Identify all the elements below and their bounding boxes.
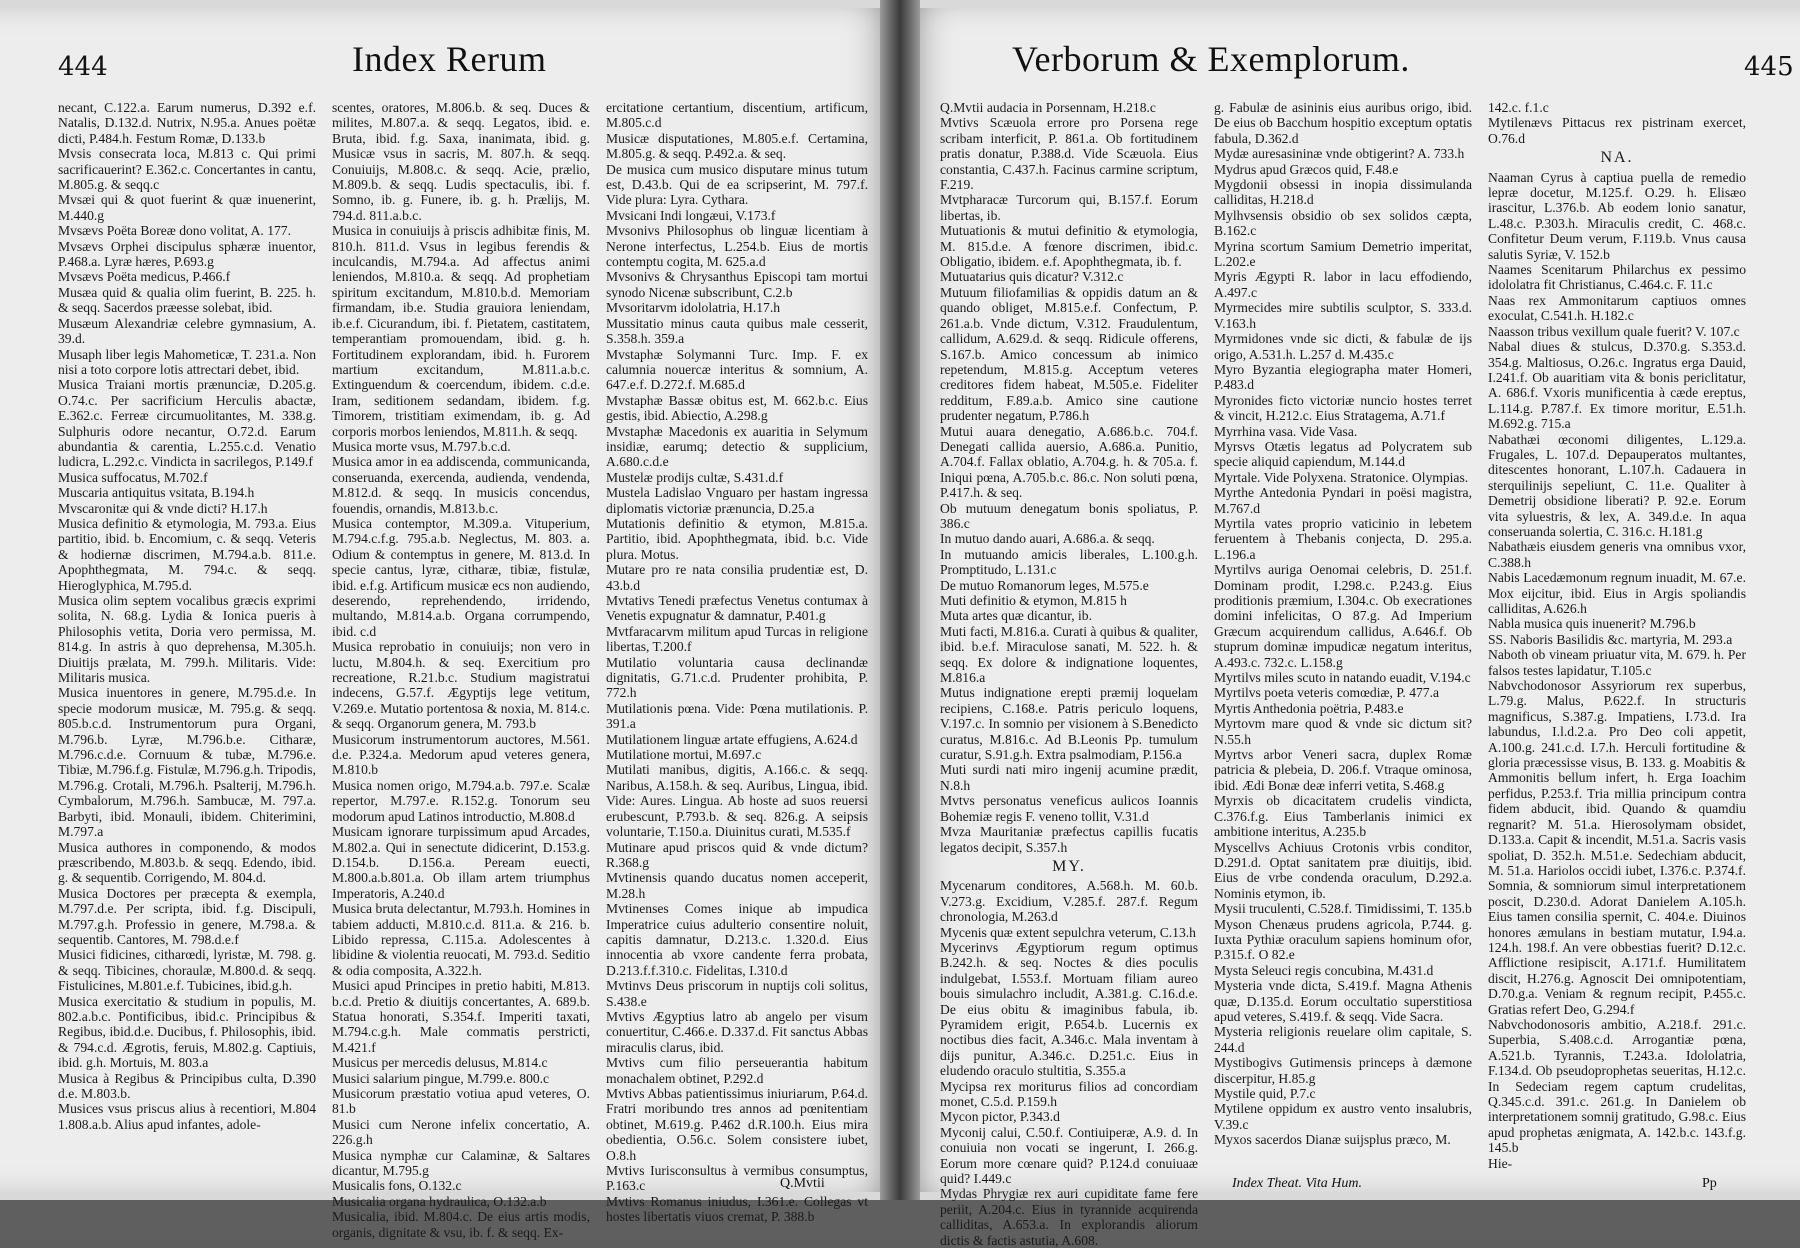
index-entry: Mutilationis pœna. Vide: Pœna mutilationis. P. 391.a — [606, 700, 868, 732]
index-entry: Myrtvs arbor Veneri sacra, duplex Romæ patricia & plebeia, D. 206.f. Vtraque ominosa, ibid. Ædi Bonæ deæ inferri vetita, S.468.g — [1214, 747, 1472, 793]
index-entry: Nabvchodonosoris ambitio, A.218.f. 291.c. Superbia, S.408.c.d. Arrogantiæ pœna, A.521.b. Tyrannis, T.243.a. Idololatria, F.134.d. Ob pseudoprophetas seueritas, H.12.c. In Sedeciam regem captum crudelitas, Q.345.c.d. 391.c. 261.g. In Danielem ob interpretationem somnij gratitudo, G.98.c. Eius apud prophetas ænigmata, A. 142.b.c. 143.f.g. 145.b — [1488, 1016, 1746, 1156]
index-entry: Myrtilvs poeta veteris comœdiæ, P. 477.a — [1214, 685, 1440, 701]
index-entry: Musica in conuiuijs à priscis adhibitæ finis, M. 810.h. 811.d. Vsus in legibus ferendis & inculcandis, M.794.a. Ad affectus animi leniendos, M.810.a. & seqq. Ad prophetiam spiritum excitandum, M.810.b.d. Memoriam firmandam, ib.e. Studia grauiora leniendam, ib.e.f. Cicurandum, ibi. f. Pietatem, castitatem, temperantiam promouendam, ibid. g. h. Fortitudinem explorandam, ibid. h. Furorem martium excitandum, M.811.a.b.c. Extinguendum & coercendum, ibidem. c.d.e. Iram, seditionem sedandam, ibidem. f.g. Timorem, tristitiam eximendam, ib. g. Ad corporis morbos leniendos, M.811.h. & seqq. — [332, 223, 590, 439]
index-entry: Q.Mvtii audacia in Porsennam, H.218.c — [940, 100, 1156, 115]
index-entry: Naaman Cyrus à captiua puella de remedio lepræ docetur, M.125.f. O.29. h. Elisæo irascitur, L.376.b. Ab eodem lonio sanatur, L.48.c. P.303.h. Miraculis credit, C. 468.c. Confitetur Deum verum, F.119.b. Vnus causa salutis Syriæ, V. 152.b — [1488, 169, 1746, 262]
index-entry: Myrtilvs auriga Oenomai celebris, D. 251.f. Dominam prodit, I.298.c. P.243.g. Eius proditionis præmium, I.304.c. Ob execrationes domini infelicitas, O 87.g. Ad Imperium Græcum acquirendum callidus, A.646.f. Ob stuprum dominæ impudicæ negatum interitus, A.493.c. 732.c. L.158.g — [1214, 562, 1472, 670]
index-entry: Mvtfaracarvm militum apud Turcas in religione libertas, T.200.f — [606, 623, 868, 655]
index-entry: ercitatione certantium, discentium, artificum, M.805.c.d — [606, 100, 868, 131]
index-column — [1488, 100, 1746, 1171]
index-entry: Musaph liber legis Mahometicæ, T. 231.a. Non nisi a toto corpore lotis attrectari debet, ibid. — [58, 346, 316, 377]
index-entry: Hie- — [1488, 1155, 1513, 1171]
index-entry: Mutuationis & mutui definitio & etymologia, M. 815.d.e. A fœnore discrimen, ibid.c. Obligatio, ibidem. e.f. Apophthegmata, ib. f. — [940, 223, 1198, 270]
index-entry: Mysteria vnde dicta, S.419.f. Magna Athenis quæ, D.135.d. Eorum occultatio superstitiosa apud veteres, S.419.f. & seqq. Vide Sacra. — [1214, 978, 1472, 1024]
index-entry: Musici salarium pingue, M.799.e. 800.c — [332, 1070, 550, 1086]
index-entry: Mvtinenses Comes inique ab impudica Imperatrice cuius adulterio consentire noluit, capitis damnatur, D.213.c. 1.320.d. Eius innocentia ab vxore candente ferra probata, D.213.f.f.310.c. Fidelitas, I.310.d — [606, 901, 868, 978]
index-entry: Musicorum præstatio votiua apud veteres, O. 81.b — [332, 1086, 590, 1117]
index-entry: Myrtilvs miles scuto in natando euadit, V.194.c — [1214, 670, 1471, 686]
index-entry: Nabvchodonosor Assyriorum rex superbus, L.79.g. Malus, P.622.f. In structuris magnificus, S.387.g. Impatiens, I.73.d. Ira labundus, I.l.d.2.a. Pro Deo coli appetit, A.100.g. 241.c.d. I.7.h. Herculi fortitudine & gloria præcessisse visus, B. 133. g. Moabitis & Ammonitis bellum infert, h. Erga Ioachim perfidus, P.253.f. Tria millia principum contra fidem abducit, ibid. Quando & quamdiu regnarit? M. 51.a. Hierosolymam obsidet, D.133.a. Capit & incendit, M.51.a. Sacris vasis spoliat, D. 352.h. M.51.e. Sedechiam abducit, M. 51.a. Hariolos occidi iubet, I.376.c. P.374.f. Somnia, & somniorum simul interpretationem poscit, D.230.d. Adorat Danielem A.105.h. Eius tamen consilia spernit, C. 404.e. Diuinos honores æmulans in bestiam mutatur, I.94.a. 124.h. 198.f. An vere obbestias fuerit? D.12.c. Afflictione resipiscit, A.171.f. Humilitatem discit, H.276.g. Agnoscit Dei omnipotentiam, D.70.g.a. Veniam & regnum recipit, P.455.c. Gratias refert Deo, G.294.f — [1488, 678, 1746, 1017]
index-entry: Mvsæi qui & quot fuerint & quæ inuenerint, M.440.g — [58, 192, 316, 223]
page-number: 445 — [1744, 52, 1794, 82]
index-entry: Mycipsa rex moriturus filios ad concordiam monet, C.5.d. P.159.h — [940, 1078, 1198, 1109]
index-entry: Musica Traiani mortis prænunciæ, D.205.g. O.74.c. Per sacrificium Herculis abactæ, E.362.c. Ferreæ circumuolitantes, M. 338.g. Sulphuris odore necantur, O.72.d. Earum abundantia & carentia, L.255.c.d. Venatio ludicra, L.292.c. Vindicta in sacrilegos, P.149.f — [58, 377, 316, 470]
index-entry: Nabal diues & stulcus, D.370.g. S.353.d. 354.g. Maltiosus, O.26.c. Ingratus erga Dauid, I.241.f. Ob auaritiam vita & bonis periclitatur, A. 686.f. Vxoris munificentia à cæde ereptus, L.114.g. P.787.f. Ex timore moritur, E.51.h. M.692.g. 715.a — [1488, 339, 1746, 432]
index-entry: Mvsævs Poëta medicus, P.466.f — [58, 269, 231, 285]
index-entry: Musicorum instrumentorum auctores, M.561. d.e. P.324.a. Medorum apud veteres genera, M.810.b — [332, 731, 590, 778]
index-entry: Myrtovm mare quod & vnde sic dictum sit? N.55.h — [1214, 716, 1472, 747]
index-entry: Musica inuentores in genere, M.795.d.e. In specie modorum musicæ, M. 795.g. & seqq. 805.b.c.d. Instrumentorum pura Organi, M.796.b. Lyræ, M.796.b.e. Citharæ, M.796.c.d.e. Cornuum & tubæ, M.796.e. Tibiæ, M.796.f.g. Fistulæ, M.796.g.h. Tripodis, M.796.g. Crotali, M.796.h. Psalterij, M.796.h. Cymbalorum, M.796.h. Sambucæ, M. 797.a. Barbyti, ibid. Monauli, ibidem. Chiterimini, M.797.a — [58, 685, 316, 840]
index-entry: Mutui auara denegatio, A.686.b.c. 704.f. Denegati callida auersio, A.686.a. Punitio, A.704.f. Fallax oblatio, A.704.g. h. & 705.a. f. Iniqui pœna, A.705.b.c. 86.c. Non soluti pœna, P.417.h. & seq. — [940, 423, 1198, 501]
index-entry: Mytilenævs Pittacus rex pistrinam exercet, O.76.d — [1488, 115, 1746, 146]
index-entry: Mutilati manibus, digitis, A.166.c. & seqq. Naribus, A.158.h. & seq. Auribus, Lingua, ibid. Vide: Aures. Lingua. Ab hoste ad suos reuersi erubescunt, P.793.b. & seq. 826.g. A seipsis voluntarie, T.150.a. Diuinitus curati, M.535.f — [606, 762, 868, 840]
index-entry: Myrmecides mire subtilis sculptor, S. 333.d. V.163.h — [1214, 300, 1472, 331]
index-entry: Musica contemptor, M.309.a. Vituperium, M.794.c.f.g. 795.a.b. Neglectus, M. 803. a. Odium & contemptus in genere, M. 813.d. In specie cantus, lyræ, citharæ, tibiæ, fistulæ, ibid. e.f.g. Artificum musicæ ecs non audiendo, deserendo, reprehendendo, irridendo, multando, M.814.a.b. Organa corrumpendo, ibid. c.d — [332, 515, 590, 639]
book-gutter — [880, 0, 920, 1200]
index-entry: Musica amor in ea addiscenda, communicanda, conseruanda, exercenda, audienda, vendenda, M.812.d. & seqq. In musicis concendus, fouendis, ornandis, M.813.b.c. — [332, 454, 590, 516]
signature-mark: Pp — [1702, 1176, 1717, 1191]
index-entry: Musici apud Principes in pretio habiti, M.813. b.c.d. Pretio & diuitijs concertantes, A. 689.b. Statua honorati, S.354.f. Imperiti taxati, M.794.c.g.h. Male commatis perstricti, M.421.f — [332, 978, 590, 1055]
running-head: Verborum & Exemplorum. — [1012, 39, 1410, 79]
index-entry: Mustela Ladislao Vnguaro per hastam ingressa diplomatis victoriæ prænuncia, D.25.a — [606, 485, 868, 516]
index-entry: Mutus indignatione erepti præmij loquelam recipiens, C.168.e. Patris periculo loquens, V.197.c. In somnio per visionem à S.Benedicto curatus, M.816.c. Ad B.Leonis Pp. tumulum curatur, S.91.g.h. Extra psalmodiam, P.156.a — [940, 685, 1198, 763]
index-entry: Musices vsus priscus alius à recentiori, M.804 1.808.a.b. Alius apud infantes, adole- — [58, 1101, 316, 1132]
bottom-note: Index Theat. Vita Hum. — [1232, 1176, 1362, 1191]
index-entry: Mycenarum conditores, A.568.h. M. 60.b. V.273.g. Excidium, V.285.f. 287.f. Regum chronologia, M.263.d — [940, 878, 1198, 925]
index-entry: Mycerinvs Ægyptiorum regum optimus B.242.h. & seq. Noctes & dies poculis indulgebat, I.553.f. Mortuam filiam aureo bouis simulachro includit, A.381.g. C.16.d.e. De eius obitu & imaginibus fabula, ib. Pyramidem erigit, P.654.b. Lucernis ex noctibus dies facit, A.346.c. Mala inventam à dijs punitur, A.346.c. D.251.c. Eius in eludendo oraculo stultitia, S.355.a — [940, 939, 1198, 1079]
index-entry: 142.c. f.1.c — [1488, 100, 1549, 115]
index-entry: Mysii truculenti, C.528.f. Timidissimi, T. 135.b — [1214, 901, 1472, 917]
index-entry: Myrtila vates proprio vaticinio in lebetem feruentem à Thebanis conjecta, D. 295.a. L.196.a — [1214, 515, 1472, 562]
index-entry: scentes, oratores, M.806.b. & seq. Duces & milites, M.807.a. & seqq. Legatos, ibid. e. Bruta, ibid. f.g. Saxa, inanimata, ibid. g. Musicæ vsus in sacris, M. 807.h. & seqq. Conuiuijs, M.808.c. & seqq. Acie, prælio, M.809.b. & seqq. Ludis spectaculis, ibi. f. Somno, ib. g. Funere, ib. g. h. Prælijs, M. 794.d. 811.a.b.c. — [332, 100, 590, 223]
index-entry: Naames Scenitarum Philarchus ex pessimo idololatra fit Christianus, C.464.c. F. 11.c — [1488, 262, 1746, 293]
page-number: 444 — [58, 52, 108, 82]
index-entry: Muti facti, M.816.a. Curati à quibus & qualiter, ibid. b.e.f. Miraculose sanati, M. 522. h. & seqq. Ex dolore & indignatione loquentes, M.816.a — [940, 623, 1198, 686]
index-entry: Myrrhina vasa. Vide Vasa. — [1214, 423, 1358, 439]
index-entry: Myrthe Antedonia Pyndari in poësi magistra, M.767.d — [1214, 485, 1472, 516]
index-entry: Mvza Mauritaniæ præfectus capillis fucatis legatos decipit, S.357.h — [940, 824, 1198, 855]
index-entry: Myrmidones vnde sic dicti, & fabulæ de ijs origo, A.531.h. L.257 d. M.435.c — [1214, 331, 1472, 362]
index-entry: Musicus per mercedis delusus, M.814.c — [332, 1055, 548, 1071]
index-entry: Mutilationem linguæ artate effugiens, A.624.d — [606, 731, 858, 747]
index-entry: Mvsoritarvm idololatria, H.17.h — [606, 300, 781, 316]
index-entry: Mvtvs personatus veneficus aulicos Ioannis Bohemiæ regis F. veneno tollit, V.31.d — [940, 793, 1198, 824]
index-entry: Mvsonivs Philosophus ob linguæ licentiam à Nerone interfectus, L.254.b. Eius de mortis contemptu cogita, M. 625.a.d — [606, 223, 868, 270]
index-entry: Mvtativs Tenedi præfectus Venetus contumax à Venetis expugnatur & damnatur, P.401.g — [606, 593, 868, 624]
index-entry: Mvtivs Scæuola errore pro Porsena rege scribam interficit, P. 861.a. Ob fortitudinem pratis donatur, P.388.d. Vide Scæuola. Eius constantia, C.437.h. Facinus carmine scriptum, F.219. — [940, 115, 1198, 193]
index-entry: Myson Chenæus prudens agricola, P.744. g. Iuxta Pythiæ oraculum sapiens hominum ofor, P.315.f. O 82.e — [1214, 916, 1472, 963]
index-entry: Mvsævs Orphei discipulus sphæræ inuentor, P.468.a. Lyræ hæres, P.693.g — [58, 238, 316, 270]
index-entry: Musica nomen origo, M.794.a.b. 797.e. Scalæ repertor, M.797.e. R.152.g. Tonorum seu modorum apud Latinos introductio, M.808.d — [332, 777, 590, 824]
index-entry: Musicalis fons, O.132.c — [332, 1178, 462, 1194]
section-heading: MY. — [1052, 857, 1086, 875]
index-entry: Myrxis ob dicacitatem crudelis vindicta, C.376.f.g. Eius Tamberlanis inimici ex ambitione interitus, A.235.b — [1214, 793, 1472, 840]
index-entry: necant, C.122.a. Earum numerus, D.392 e.f. Natalis, D.132.d. Nutrix, N.95.a. Anues poëtæ dicti, P.484.h. Festum Romæ, D.133.b — [58, 100, 316, 146]
right-page — [902, 8, 1800, 1248]
index-entry: Mutilatio voluntaria causa declinandæ dignitatis, G.71.c.d. Prudenter prohibita, P. 772.h — [606, 654, 868, 701]
index-entry: Naas rex Ammonitarum captiuos omnes exoculat, C.541.h. H.182.c — [1488, 292, 1746, 324]
index-entry: Musica à Regibus & Principibus culta, D.390 d.e. M.803.b. — [58, 1070, 316, 1101]
index-entry: SS. Naboris Basilidis &c. martyria, M. 293.a — [1488, 631, 1733, 647]
index-entry: Muti definitio & etymon, M.815 h — [940, 593, 1127, 608]
index-entry: Musica Doctores per præcepta & exempla, M.797.d.e. Per scripta, ibid. f.g. Discipuli, M.797.g.h. Professio in genere, M.798.a. & sequentib. Cantores, M. 798.d.e.f — [58, 885, 316, 947]
left-page — [0, 8, 898, 1240]
index-entry: Musici cum Nerone infelix concertatio, A. 226.g.h — [332, 1116, 590, 1148]
index-column — [58, 100, 316, 1132]
index-entry: Mvstaphæ Bassæ obitus est, M. 662.b.c. Eius gestis, ibid. Abiectio, A.298.g — [606, 392, 868, 424]
index-entry: Mylhvsensis obsidio ob sex solidos cæpta, B.162.c — [1214, 207, 1472, 239]
index-entry: De musica cum musico disputare minus tutum est, D.43.b. Qui de ea scripserint, M. 797.f. Vide plura: Lyra. Cythara. — [606, 161, 868, 208]
index-entry: Mutilatione mortui, M.697.c — [606, 747, 762, 763]
index-entry: Mydrus apud Græcos quid, F.48.e — [1214, 161, 1399, 177]
index-entry: Mvtivs cum filio perseuerantia habitum monachalem obtinet, P.292.d — [606, 1055, 868, 1086]
index-entry: Musici fidicines, citharœdi, lyristæ, M. 798. g. & seqq. Tibicines, choraulæ, M.800.d. & seqq. Fistulicines, M.801.e.f. Tubicines, ibid.g.h. — [58, 947, 316, 994]
index-entry: Mydas Phrygiæ rex auri cupiditate fame fere periit, A.204.c. Eius in tyrannide acquirenda calliditas, A.653.a. In explorandis aliorum dictis & factis astutia, A.608. — [940, 1186, 1198, 1248]
index-entry: Myro Byzantia elegiographa mater Homeri, P.483.d — [1214, 361, 1472, 393]
index-entry: Mvstaphæ Macedonis ex auaritia in Selymum insidiæ, earumq; detectio & supplicium, A.680.c.d.e — [606, 423, 868, 470]
index-entry: g. Fabulæ de asininis eius auribus origo, ibid. De eius ob Bacchum hospitio exceptum optatis fabula, D.362.d — [1214, 100, 1472, 146]
index-entry: Mvtivs Ægyptius latro ab angelo per visum conuertitur, C.466.e. D.337.d. Fit sanctus Abbas miraculis clarus, ibid. — [606, 1008, 868, 1055]
running-head: Index Rerum — [352, 39, 547, 79]
index-column — [606, 100, 868, 1225]
index-entry: Mutare pro re nata consilia prudentiæ est, D. 43.b.d — [606, 562, 868, 593]
index-entry: Musicæ disputationes, M.805.e.f. Certamina, M.805.g. & seqq. P.492.a. & seq. — [606, 130, 868, 162]
index-entry: Mycon pictor, P.343.d — [940, 1109, 1060, 1125]
index-entry: Myronides ficto victoriæ nuncio hostes terret & vincit, H.212.c. Eius Stratagema, A.71.f — [1214, 392, 1472, 424]
index-entry: Mvtivs Iurisconsultus à vermibus consumptus, P.163.c — [606, 1163, 868, 1194]
index-entry: Mvtinvs Deus priscorum in nuptijs coli solitus, S.438.e — [606, 978, 868, 1009]
index-entry: Mutuum filiofamilias & oppidis datum an & quando obliget, M.815.e.f. Confectum, P. 261.a.b. Vnde dictum, V.312. Fraudulentum, callidum, A.629.d. & seqq. Ridicule offerens, S.167.b. Amico concessum ab inimico repetendum, M.815.g. Acceptum veteres creditores fidem habeat, M.505.e. Fideliter redditum, F.89.a.b. Amico sine cautione prudenter negatum, P.786.h — [940, 284, 1198, 424]
index-entry: Naboth ob vineam priuatur vita, M. 679. h. Per falsos testes lapidatur, T.105.c — [1488, 647, 1746, 678]
index-entry: Nabla musica quis inuenerit? M.796.b — [1488, 616, 1696, 632]
index-column — [1214, 100, 1472, 1148]
index-entry: Musica bruta delectantur, M.793.h. Homines in tabiem adducti, M.810.c.d. 811.a. & 216. b. Libido repressa, C.115.a. Adolescentes à libidine & violentia reuocati, M. 793.d. Seditio & odia composita, A.322.h. — [332, 901, 590, 978]
index-entry: De mutuo Romanorum leges, M.575.e — [940, 577, 1149, 593]
index-entry: Nabathæis eiusdem generis vna omnibus vxor, C.388.h — [1488, 539, 1746, 570]
index-entry: Musica authores in componendo, & modos præscribendo, M.803.b. & seqq. Edendo, ibid. g. & sequentib. Corrigendo, M. 804.d. — [58, 839, 316, 886]
index-entry: Muti surdi nati miro ingenij acumine prædit, N.8.h — [940, 762, 1198, 793]
index-entry: Myrsvs Otætis legatus ad Polycratem sub specie aliquid capiendum, M.144.d — [1214, 438, 1472, 470]
index-entry: Mvstaphæ Solymanni Turc. Imp. F. ex calumnia nouercæ interitus & somnium, A. 647.e.f. D.272.f. M.685.d — [606, 346, 868, 393]
index-entry: Musica reprobatio in conuiuijs; non vero in luctu, M.804.h. & seq. Exercitium pro recreatione, R.21.b.c. Studium magistratui indecens, G.57.f. Ægyptijs lege vetitum, V.269.e. Mutatio portentosa & noxia, M. 814.c. & seqq. Organorum genera, M. 793.b — [332, 639, 590, 732]
index-entry: Musica morte vsus, M.797.b.c.d. — [332, 438, 511, 454]
index-entry: Mystibogivs Gutimensis princeps à dæmone discerpitur, H.85.g — [1214, 1055, 1472, 1086]
index-entry: Mysteria religionis reuelare olim capitale, S. 244.d — [1214, 1024, 1472, 1055]
index-entry: Mygdonii obsessi in inopia dissimulanda calliditas, H.218.d — [1214, 177, 1472, 208]
index-entry: Musæum Alexandriæ celebre gymnasium, A. 39.d. — [58, 315, 316, 347]
index-entry: Mystile quid, P.7.c — [1214, 1086, 1316, 1101]
index-entry: Musæa quid & qualia olim fuerint, B. 225. h. & seqq. Sacerdos præesse solebat, ibid. — [58, 284, 316, 316]
index-entry: Nabathæi œconomi diligentes, L.129.a. Frugales, L. 107.d. Depauperatos multantes, ditescentes honorant, L.107.h. Cadauera in sterquilinijs sepeliunt, C. 11.e. Qualiter à Demetrij obsidione liberati? P. 92.e. Eorum vita syluestris, & lex, A. 349.d.e. In aqua conseruanda solertia, C. 316.c. H.181.g — [1488, 431, 1746, 539]
index-entry: Mutinare apud priscos quid & vnde dictum? R.368.g — [606, 839, 868, 870]
index-entry: Musica definitio & etymologia, M. 793.a. Eius partitio, ibid. b. Encomium, c. & seqq. Veteris & hodiernæ discrimen, M.794.a.b. 811.e. Apophthegmata, M. 794.c. & seqq. Hieroglyphica, M.795.d. — [58, 515, 316, 593]
index-entry: Mvsævs Poëta Boreæ dono volitat, A. 177. — [58, 223, 291, 239]
index-column — [940, 100, 1198, 1248]
index-entry: Mvtpharacæ Turcorum qui, B.157.f. Eorum libertas, ib. — [940, 192, 1198, 223]
index-entry: Musica nymphæ cur Calaminæ, & Saltares dicantur, M.795.g — [332, 1147, 590, 1179]
index-entry: Ob mutuum denegatum bonis spoliatus, P. 386.c — [940, 500, 1198, 531]
index-entry: Musicalia, ibid. M.804.c. De eius artis modis, organis, dignitate & vsu, ib. f. & seqq. Ex- — [332, 1209, 590, 1240]
index-entry: Mutuatarius quis dicatur? V.312.c — [940, 269, 1124, 285]
index-entry: Mussitatio minus cauta quibus male cesserit, S.358.h. 359.a — [606, 315, 868, 347]
index-entry: Mytilene oppidum ex austro vento insalubris, V.39.c — [1214, 1101, 1472, 1132]
index-entry: Mutationis definitio & etymon, M.815.a. Partitio, ibid. Apophthegmata, ibid. b.c. Vide plura. Motus. — [606, 515, 868, 562]
index-entry: In mutuando amicis liberales, L.100.g.h. Promptitudo, L.131.c — [940, 546, 1198, 578]
index-entry: Mycenis quæ extent sepulchra veterum, C.13.h — [940, 924, 1196, 940]
index-entry: Naasson tribus vexillum quale fuerit? V. 107.c — [1488, 323, 1740, 339]
index-entry: Nabis Lacedæmonum regnum inuadit, M. 67.e. Mox eijcitur, ibid. Eius in Argis spoliandis calliditas, A.626.h — [1488, 570, 1746, 616]
index-entry: Myrtis Anthedonia poëtria, P.483.e — [1214, 700, 1404, 716]
index-entry: Musica suffocatus, M.702.f — [58, 469, 208, 485]
index-entry: In mutuo dando auari, A.686.a. & seqq. — [940, 531, 1155, 547]
index-entry: Mvsis consecrata loca, M.813 c. Qui primi sacrificauerint? E.362.c. Concertantes in cantu, M.805.g. & seqq.c — [58, 146, 316, 193]
index-entry: Muta artes quæ dicantur, ib. — [940, 608, 1092, 624]
index-entry: Myrtale. Vide Polyxena. Stratonice. Olympias. — [1214, 469, 1469, 485]
index-entry: Musica olim septem vocalibus græcis exprimi solita, N. 68.g. Lydia & Ionica pueris à Philosophis vetita, Doria vero permissa, M. 814.g. In astris à quo deprehensa, M.305.h. Diuitijs prælata, M. 799.h. Militaris. Vide: Militaris musica. — [58, 593, 316, 686]
section-heading: NA. — [1600, 149, 1634, 167]
index-entry: Mvscaronitæ qui & vnde dicti? H.17.h — [58, 500, 268, 516]
catchword: Q.Mvtii — [780, 1176, 825, 1191]
index-entry: Musicalia organa hydraulica, O.132.a.b — [332, 1193, 547, 1209]
index-entry: Mysta Seleuci regis concubina, M.431.d — [1214, 962, 1434, 978]
index-entry: Mvsonivs & Chrysanthus Episcopi tam mortui synodo Nicenæ subscribunt, C.2.b — [606, 269, 868, 300]
index-entry: Mvtinensis quando ducatus nomen acceperit, M.28.h — [606, 870, 868, 901]
index-entry: Myxos sacerdos Dianæ suijsplus præco, M. — [1214, 1132, 1451, 1148]
index-entry: Myconij calui, C.50.f. Contiuiperæ, A.9. d. In conuiuia non vocati se ingerunt, I. 266.g. Eorum more cœnare quid? P.124.d conuiuaæ quid? I.449.c — [940, 1124, 1198, 1187]
index-entry: Muscaria antiquitus vsitata, B.194.h — [58, 485, 255, 501]
index-entry: Myrina scortum Samium Demetrio imperitat, L.202.e — [1214, 238, 1472, 270]
index-entry: Myscellvs Achiuus Crotonis vrbis conditor, D.291.d. Optat sanitatem præ diuitijs, ibid. Eius de vrbe condenda oraculum, D.292.a. Nominis etymon, ib. — [1214, 839, 1472, 901]
index-entry: Musicam ignorare turpissimum apud Arcades, M.802.a. Qui in senectute didicerint, D.153.g. D.154.b. D.156.a. Peream euecti, M.800.a.b.801.a. Ob illam artem triumphus Imperatoris, A.240.d — [332, 824, 590, 901]
index-column — [332, 100, 590, 1240]
index-entry: Mydæ auresasininæ vnde obtigerint? A. 733.h — [1214, 146, 1465, 162]
index-entry: Musica exercitatio & studium in populis, M. 802.a.b.c. Pontificibus, ibid.c. Principibus & Regibus, ibid.d.e. Ducibus, f. Philosophis, ibid. & 794.c.d. Ægrotis, feruis, M.802.g. Captiuis, ibid. g.h. Mortuis, M. 803.a — [58, 993, 316, 1071]
index-entry: Mvtivs Romanus iniudus, I.361.e. Collegas vt hostes libertatis viuos cremat, P. 388.b — [606, 1193, 868, 1225]
index-entry: Mvsicani Indi longæui, V.173.f — [606, 207, 776, 223]
index-entry: Mvtivs Abbas patientissimus iniuriarum, P.64.d. Fratri moribundo tres annos ad pœnitentiam obtinet, M.619.g. P.462 d.R.100.h. Eius mira obedientia, O.56.c. Solem consistere iubet, O.8.h — [606, 1086, 868, 1163]
index-entry: Mustelæ prodijs cultæ, S.431.d.f — [606, 469, 784, 485]
index-entry: Myris Ægypti R. labor in lacu effodiendo, A.497.c — [1214, 269, 1472, 300]
